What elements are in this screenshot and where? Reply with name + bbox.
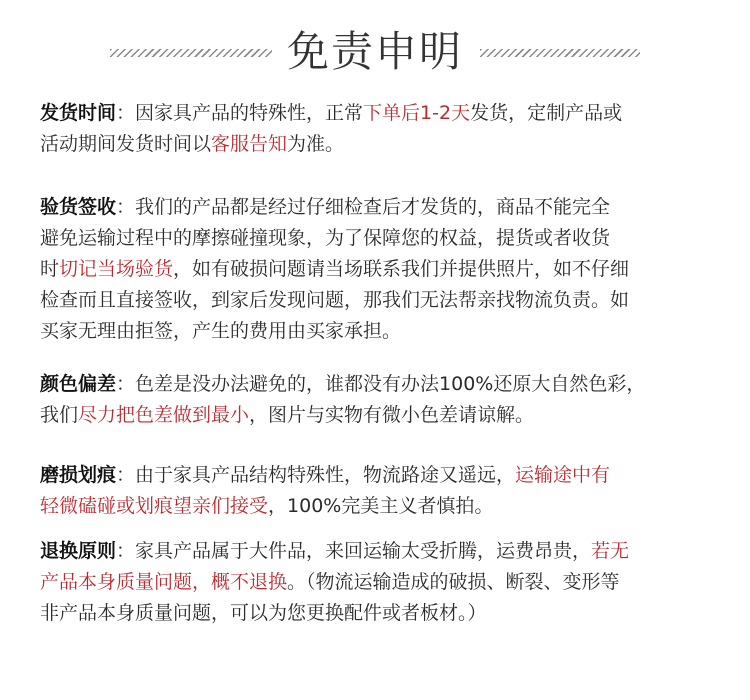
paragraph-line xyxy=(40,491,720,522)
highlighted-text: 若无 xyxy=(591,540,630,562)
paragraph-line xyxy=(40,129,720,160)
highlighted-text: 下单后1-2天 xyxy=(363,102,471,124)
section-return-policy xyxy=(40,536,720,629)
paragraph-line xyxy=(40,223,720,254)
highlighted-text: 轻微磕碰或划痕望亲们接受 xyxy=(40,495,269,517)
text-run: 避免运输过程中的摩擦碰撞现象，为了保障您的权益，提货或者收货 xyxy=(40,227,611,249)
text-run: ：家具产品属于大件品，来回运输太受折腾，运费昂贵， xyxy=(116,540,592,562)
page-title: 免责申明 xyxy=(286,27,463,76)
highlighted-text: 客服告知 xyxy=(211,133,288,155)
text-run: 非产品本身质量问题，可以为您更换配件或者板材。） xyxy=(40,602,487,624)
paragraph-line xyxy=(40,598,720,629)
paragraph-line xyxy=(40,192,720,223)
text-run: 我们 xyxy=(40,404,79,426)
text-run: 。（物流运输造成的破损、断裂、变形等 xyxy=(287,571,620,593)
paragraph-line xyxy=(40,567,720,598)
section-label: 验货签收 xyxy=(40,196,117,218)
section-label: 磨损划痕 xyxy=(40,464,117,486)
highlighted-text: 尽力把色差做到最小 xyxy=(78,404,250,426)
paragraph-line xyxy=(40,316,720,347)
section-color-deviation xyxy=(40,369,720,431)
text-run: ，图片与实物有微小色差请谅解。 xyxy=(249,404,535,426)
text-run: 为准。 xyxy=(287,133,345,155)
disclaimer-header xyxy=(0,22,750,82)
text-run: ：因家具产品的特殊性，正常 xyxy=(116,102,364,124)
paragraph-line xyxy=(40,254,720,285)
section-inspection-signoff xyxy=(40,192,720,347)
highlighted-text: 产品本身质量问题，概不退换 xyxy=(40,571,288,593)
text-run: 检查而且直接签收，到家后发现问题，那我们无法帮亲找物流负责。如 xyxy=(40,289,630,311)
section-label: 发货时间 xyxy=(40,102,117,124)
text-run: ：色差是没办法避免的，谁都没有办法100%还原大自然色彩， xyxy=(116,373,646,395)
decorative-hatch-right xyxy=(480,49,640,57)
paragraph-line xyxy=(40,400,720,431)
paragraph-line xyxy=(40,369,720,400)
text-run: 买家无理由拒签，产生的费用由买家承担。 xyxy=(40,320,402,342)
text-run: 活动期间发货时间以 xyxy=(40,133,212,155)
section-shipping-time xyxy=(40,98,720,160)
paragraph-line xyxy=(40,460,720,491)
text-run: ：由于家具产品结构特殊性，物流路途又遥远， xyxy=(116,464,516,486)
text-run: ：我们的产品都是经过仔细检查后才发货的，商品不能完全 xyxy=(116,196,611,218)
section-wear-scratches xyxy=(40,460,720,522)
text-run: ，100%完美主义者慎拍。 xyxy=(268,495,494,517)
section-label: 颜色偏差 xyxy=(40,373,117,395)
text-run: 发货，定制产品或 xyxy=(470,102,623,124)
section-label: 退换原则 xyxy=(40,540,117,562)
paragraph-line xyxy=(40,536,720,567)
highlighted-text: 运输途中有 xyxy=(515,464,611,486)
text-run: ，如有破损问题请当场联系我们并提供照片，如不仔细 xyxy=(173,258,630,280)
highlighted-text: 切记当场验货 xyxy=(59,258,174,280)
paragraph-line xyxy=(40,285,720,316)
paragraph-line xyxy=(40,98,720,129)
text-run: 时 xyxy=(40,258,60,280)
